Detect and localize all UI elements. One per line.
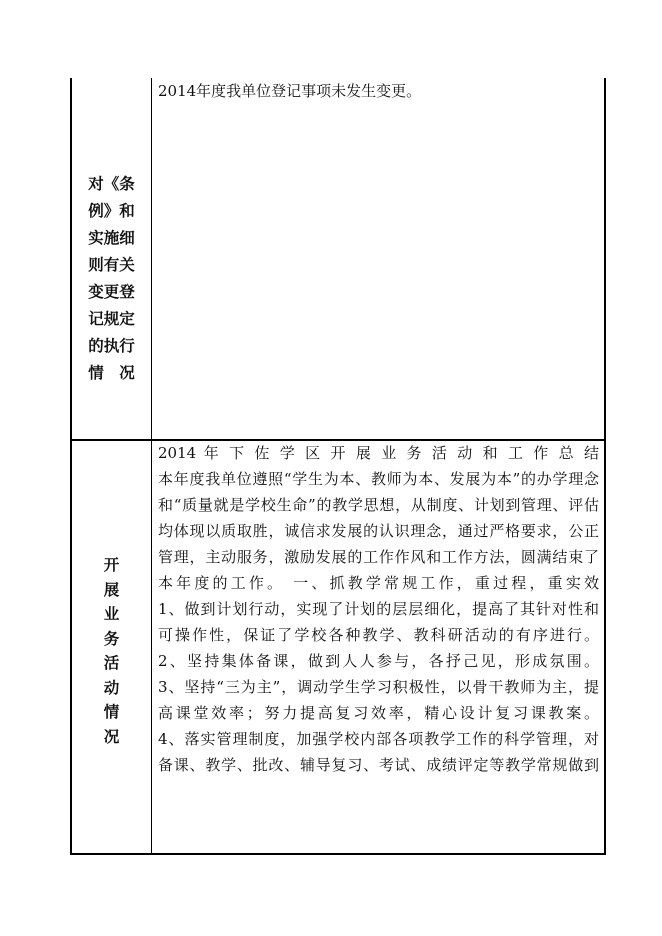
label-char: 展 — [103, 580, 120, 599]
text-line: 3、坚持“三为主”，调动学生学习积极性，以骨干教师为主，提 — [158, 678, 599, 696]
label-char: 情 — [103, 703, 120, 721]
text-line: 1、做到计划行动，实现了计划的层层细化，提高了其针对性和 — [158, 600, 599, 618]
text-line: 4、落实管理制度，加强学校内部各项教学工作的科学管理，对 — [158, 730, 599, 748]
text-line: 高课堂效率；努力提高复习效率，精心设计复习课教案。 — [158, 704, 599, 722]
label-char: 务 — [103, 629, 120, 648]
text-line: 本年度我单位遵照“学生为本、教师为本、发展为本”的办学理念 — [158, 470, 599, 488]
label-line: 例》和 — [88, 202, 135, 220]
label-line: 变更登 — [88, 283, 135, 301]
label-line: 的执行 — [88, 337, 135, 355]
table-bottom-border — [70, 853, 606, 855]
label-char: 活 — [103, 654, 120, 672]
section1-text: 2014年度我单位登记事项未发生变更。 — [158, 82, 422, 100]
text-line: 本年度的工作。 一、抓教学常规工作，重过程，重实效 — [158, 574, 599, 592]
text-line: 可操作性，保证了学校各种教学、教科研活动的有序进行。 — [158, 626, 599, 644]
label-char: 况 — [103, 727, 120, 746]
table-right-border — [604, 78, 606, 855]
label-line: 实施细 — [88, 229, 135, 247]
label-line: 对《条 — [88, 175, 135, 193]
text-line: 2、坚持集体备课，做到人人参与，各抒己见，形成氛围。 — [158, 652, 599, 670]
text-line: 均体现以质取胜，诚信求发展的认识理念，通过严格要求，公正 — [158, 522, 599, 540]
label-line: 情 况 — [88, 364, 135, 382]
label-char: 动 — [103, 678, 120, 697]
label-line: 则有关 — [88, 256, 135, 274]
text-line: 备课、教学、批改、辅导复习、考试、成绩评定等教学常规做到 — [158, 756, 599, 774]
section1-label — [72, 171, 151, 387]
text-line: 管理，主动服务，激励发展的工作作风和工作方法，圆满结束了 — [158, 548, 599, 566]
table-column-divider — [151, 78, 152, 854]
label-char: 开 — [103, 556, 120, 574]
section2-text — [158, 440, 599, 778]
text-line: 2014 年 下 佐 学 区 开 展 业 务 活 动 和 工 作 总 结 — [158, 444, 599, 462]
label-char: 业 — [103, 605, 120, 623]
label-line: 记规定 — [88, 310, 135, 328]
section2-label — [72, 553, 151, 749]
text-line: 和“质量就是学校生命”的教学思想，从制度、计划到管理、评估 — [158, 496, 599, 514]
